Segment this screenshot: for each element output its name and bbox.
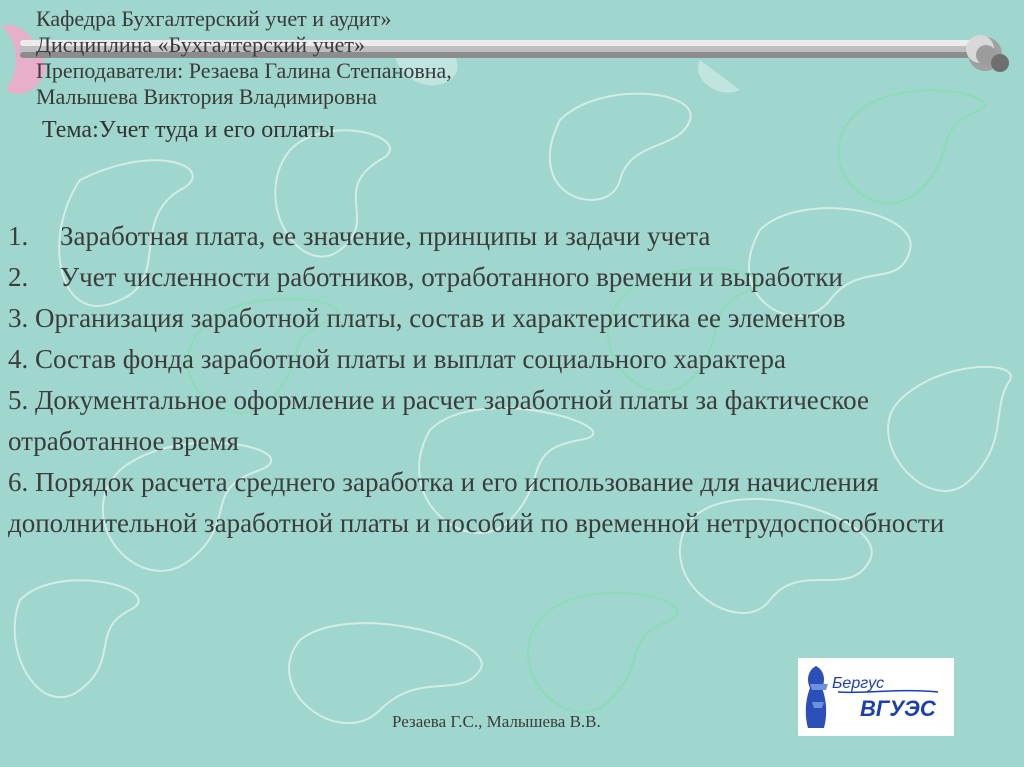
item-number: 4. [8, 344, 29, 374]
item-text: Документальное оформление и расчет заработной платы за фактическое отработанное время [8, 385, 869, 456]
item-number: 6. [8, 467, 29, 497]
logo-text-1: Бергус [832, 675, 885, 692]
item-number: 5. [8, 385, 29, 415]
item-number: 3. [8, 303, 29, 333]
list-item [8, 216, 1008, 257]
item-text: Организация заработной платы, состав и характеристика ее элементов [35, 303, 846, 333]
item-text: Состав фонда заработной платы и выплат социального характера [35, 344, 787, 374]
discipline-line: Дисциплина «Бухгалтерский учет» [36, 32, 366, 57]
topics-list [8, 216, 1008, 544]
university-logo [798, 658, 954, 736]
list-item [8, 339, 1008, 380]
item-number: 2. [8, 262, 29, 292]
slide-header [36, 6, 452, 144]
department-line: Кафедра Бухгалтерский учет и аудит» [36, 6, 392, 31]
list-item [8, 380, 1008, 462]
footer-authors: Резаева Г.С., Малышева В.В. [392, 712, 601, 731]
teachers-line-2: Малышева Виктория Владимировна [36, 84, 377, 109]
logo-text-2: ВГУЭС [860, 696, 936, 721]
topic-title: Тема:Учет туда и его оплаты [42, 117, 335, 143]
list-item [8, 298, 1008, 339]
item-text: Учет численности работников, отработанного времени и выработки [60, 262, 843, 292]
item-text: Порядок расчета среднего заработка и его использование для начисления дополнительной заработной платы и пособий по временной нетрудоспособности [8, 467, 945, 538]
list-item [8, 462, 1008, 544]
teachers-line: Преподаватели: Резаева Галина Степановна, [36, 58, 452, 83]
item-text: Заработная плата, ее значение, принципы и задачи учета [60, 221, 711, 251]
list-item [8, 257, 1008, 298]
item-number: 1. [8, 221, 29, 251]
